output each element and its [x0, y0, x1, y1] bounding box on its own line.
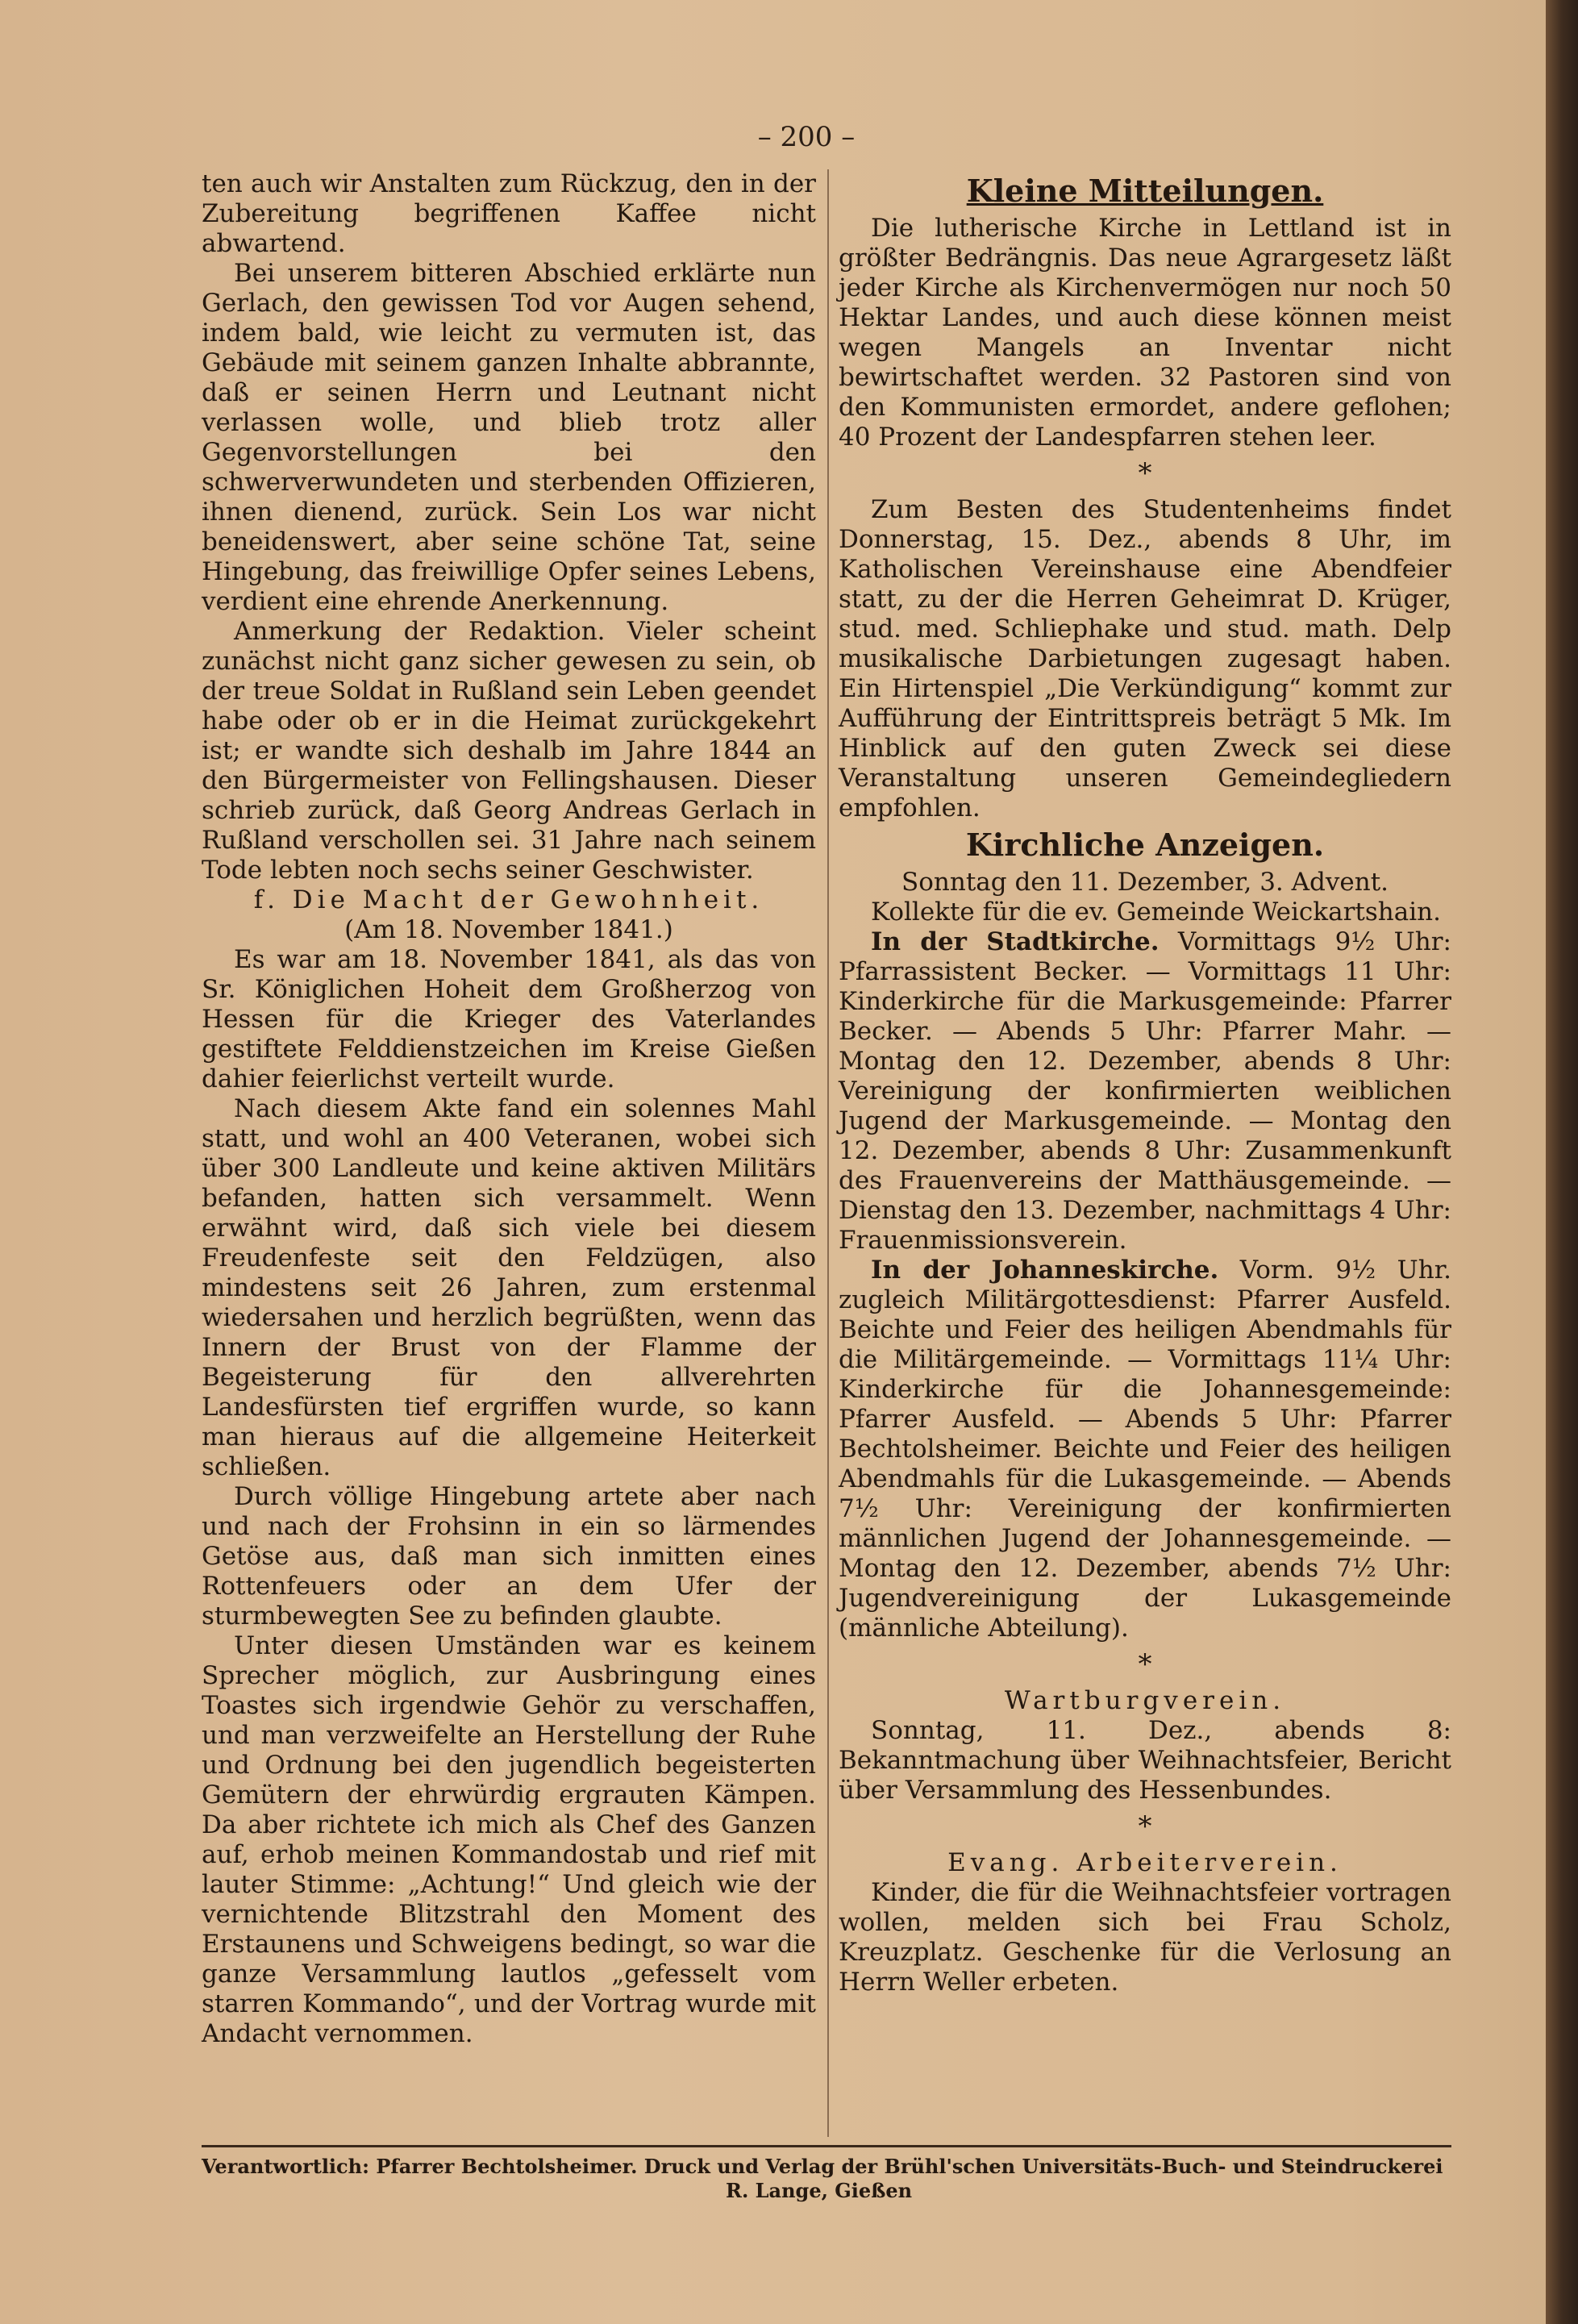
separator-star: *	[1138, 1810, 1152, 1843]
sunday-line: Sonntag den 11. Dezember, 3. Advent.	[901, 868, 1389, 897]
news-item-studentenheim: Zum Besten des Studentenheims findet Donnerstag, 15. Dez., abends 8 Uhr, im Katholischen Vereinshause eine Abendfeier statt, zu der die Herren Geheimrat D. Krüger, stud. med. Schliephake und stud. math. Delp musikalische Darbietungen zugesagt haben. Ein Hirtenspiel „Die Verkündigung“ kommt zur Aufführung der Eintrittspreis beträgt 5 Mk. Im Hinblick auf den guten Zweck sei diese Veranstaltung unseren Gemeindegliedern empfohlen.	[839, 495, 1451, 823]
stadtkirche-entry	[839, 927, 1451, 1256]
paragraph: ten auch wir Anstalten zum Rückzug, den in der Zubereitung begriffenen Kaffee nicht abwartend.	[202, 169, 816, 258]
book-binding-edge	[1546, 0, 1578, 2324]
page-number: – 200 –	[757, 121, 856, 153]
column-divider	[827, 169, 829, 2137]
johanneskirche-text: Vorm. 9½ Uhr. zugleich Militärgottesdienst: Pfarrer Ausfeld. Beichte und Feier des heiligen Abendmahls für die Militärgemeinde. — Vormittags 11¼ Uhr: Kinderkirche für die Johannesgemeinde: Pfarrer Ausfeld. — Abends 5 Uhr: Pfarrer Bechtolsheimer. Beichte und Feier des heiligen Abendmahls für die Lukasgemeinde. — Abends 7½ Uhr: Vereinigung der konfirmierten männlichen Jugend der Johannesgemeinde. — Montag den 12. Dezember, abends 7½ Uhr: Jugendvereinigung der Lukasgemeinde (männliche Abteilung).	[839, 1256, 1451, 1643]
footer	[202, 2155, 1451, 2203]
heading-kirchliche-anzeigen: Kirchliche Anzeigen.	[965, 827, 1325, 863]
paragraph: Durch völlige Hingebung artete aber nach und nach der Frohsinn in ein so lärmendes Getöse aus, daß man sich inmitten eines Rottenfeuers oder an dem Ufer der sturmbewegten See zu befinden glaubte.	[202, 1482, 816, 1631]
johanneskirche-label: In der Johanneskirche.	[871, 1256, 1219, 1285]
collect-line: Kollekte für die ev. Gemeinde Weickartshain.	[871, 898, 1441, 927]
footer-publisher: R. Lange, Gießen	[726, 2179, 913, 2202]
footer-imprint: Verantwortlich: Pfarrer Bechtolsheimer. Druck und Verlag der Brühl'schen Universitäts-Buch- und Steindruckerei	[202, 2155, 1443, 2178]
arbeiterverein-text: Kinder, die für die Weihnachtsfeier vortragen wollen, melden sich bei Frau Scholz, Kreuzplatz. Geschenke für die Verlosung an Herrn Weller erbeten.	[839, 1878, 1451, 1997]
arbeiterverein-title: Evang. Arbeiterverein.	[947, 1848, 1343, 1877]
paragraph: Nach diesem Akte fand ein solennes Mahl statt, und wohl an 400 Veteranen, wobei sich über 300 Landleute und keine aktiven Militärs befanden, hatten sich versammelt. Wenn erwähnt wird, daß sich viele bei diesem Freudenfeste seit den Feldzügen, also mindestens seit 26 Jahren, zum erstenmal wiedersahen und herzlich begrüßten, wenn das Innern der Brust von der Flamme der Begeisterung für den allverehrten Landesfürsten tief ergriffen wurde, so kann man hieraus auf die allgemeine Heiterkeit schließen.	[202, 1094, 816, 1481]
paragraph: Unter diesen Umständen war es keinem Sprecher möglich, zur Ausbringung eines Toastes sich irgendwie Gehör zu verschaffen, und man verzweifelte an Herstellung der Ruhe und Ordnung bei den jugendlich begeisterten Gemütern der ehrwürdig ergrauten Kämpen. Da aber richtete ich mich als Chef des Ganzen auf, erhob meinen Kommandostab und rief mit lauter Stimme: „Achtung!“ Und gleich wie der vernichtende Blitzstrahl den Moment des Erstaunens und Schweigens bedingt, so war die ganze Versammlung lautlos „gefesselt vom starren Kommando“, und der Vortrag wurde mit Andacht vernommen.	[202, 1631, 816, 2048]
right-column	[839, 169, 1451, 1997]
paragraph: Es war am 18. November 1841, als das von Sr. Königlichen Hoheit dem Großherzog von Hessen für die Krieger des Vaterlandes gestiftete Felddienstzeichen im Kreise Gießen dahier feierlichst verteilt wurde.	[202, 945, 816, 1093]
stadtkirche-label: In der Stadtkirche.	[871, 927, 1160, 956]
wartburg-text: Sonntag, 11. Dez., abends 8: Bekanntmachung über Weihnachtsfeier, Bericht über Versammlung des Hessenbundes.	[839, 1716, 1451, 1805]
johanneskirche-entry	[839, 1256, 1451, 1643]
heading-kleine-mitteilungen: Kleine Mitteilungen.	[966, 173, 1324, 209]
wartburg-title: Wartburgverein.	[1004, 1686, 1286, 1715]
separator-star: *	[1138, 457, 1152, 489]
footer-rule	[202, 2145, 1451, 2147]
stadtkirche-text: Vormittags 9½ Uhr: Pfarrassistent Becker. — Vormittags 11 Uhr: Kinderkirche für die Markusgemeinde: Pfarrer Becker. — Abends 5 Uhr: Pfarrer Mahr. — Montag den 12. Dezember, abends 8 Uhr: Vereinigung der konfirmierten weiblichen Jugend der Markusgemeinde. — Montag den 12. Dezember, abends 8 Uhr: Zusammenkunft des Frauenvereins der Matthäusgemeinde. — Dienstag den 13. Dezember, nachmittags 4 Uhr: Frauenmissionsverein.	[839, 927, 1451, 1255]
section-date: (Am 18. November 1841.)	[344, 915, 673, 944]
left-column	[202, 169, 816, 2049]
separator-star: *	[1138, 1648, 1152, 1681]
editorial-note: Anmerkung der Redaktion. Vieler scheint zunächst nicht ganz sicher gewesen zu sein, ob der treue Soldat in Rußland sein Leben geendet habe oder ob er in die Heimat zurückgekehrt ist; er wandte sich deshalb im Jahre 1844 an den Bürgermeister von Fellingshausen. Dieser schrieb zurück, daß Georg Andreas Gerlach in Rußland verschollen sei. 31 Jahre nach seinem Tode lebten noch sechs seiner Geschwister.	[202, 617, 816, 885]
news-item-lettland: Die lutherische Kirche in Lettland ist in größter Bedrängnis. Das neue Agrargesetz läßt jeder Kirche als Kirchenvermögen nur noch 50 Hektar Landes, und auch diese können meist wegen Mangels an Inventar nicht bewirtschaftet werden. 32 Pastoren sind von den Kommunisten ermordet, andere geflohen; 40 Prozent der Landespfarren stehen leer.	[839, 214, 1451, 452]
section-title: f. Die Macht der Gewohnheit.	[253, 885, 764, 914]
paragraph: Bei unserem bitteren Abschied erklärte nun Gerlach, den gewissen Tod vor Augen sehend, indem bald, wie leicht zu vermuten ist, das Gebäude mit seinem ganzen Inhalte abbrannte, daß er seinen Herrn und Leutnant nicht verlassen wolle, und blieb trotz aller Gegenvorstellungen bei den schwerverwundeten und sterbenden Offizieren, ihnen dienend, zurück. Sein Los war nicht beneidenswert, aber seine schöne Tat, seine Hingebung, das freiwillige Opfer seines Lebens, verdient eine ehrende Anerkennung.	[202, 259, 816, 616]
